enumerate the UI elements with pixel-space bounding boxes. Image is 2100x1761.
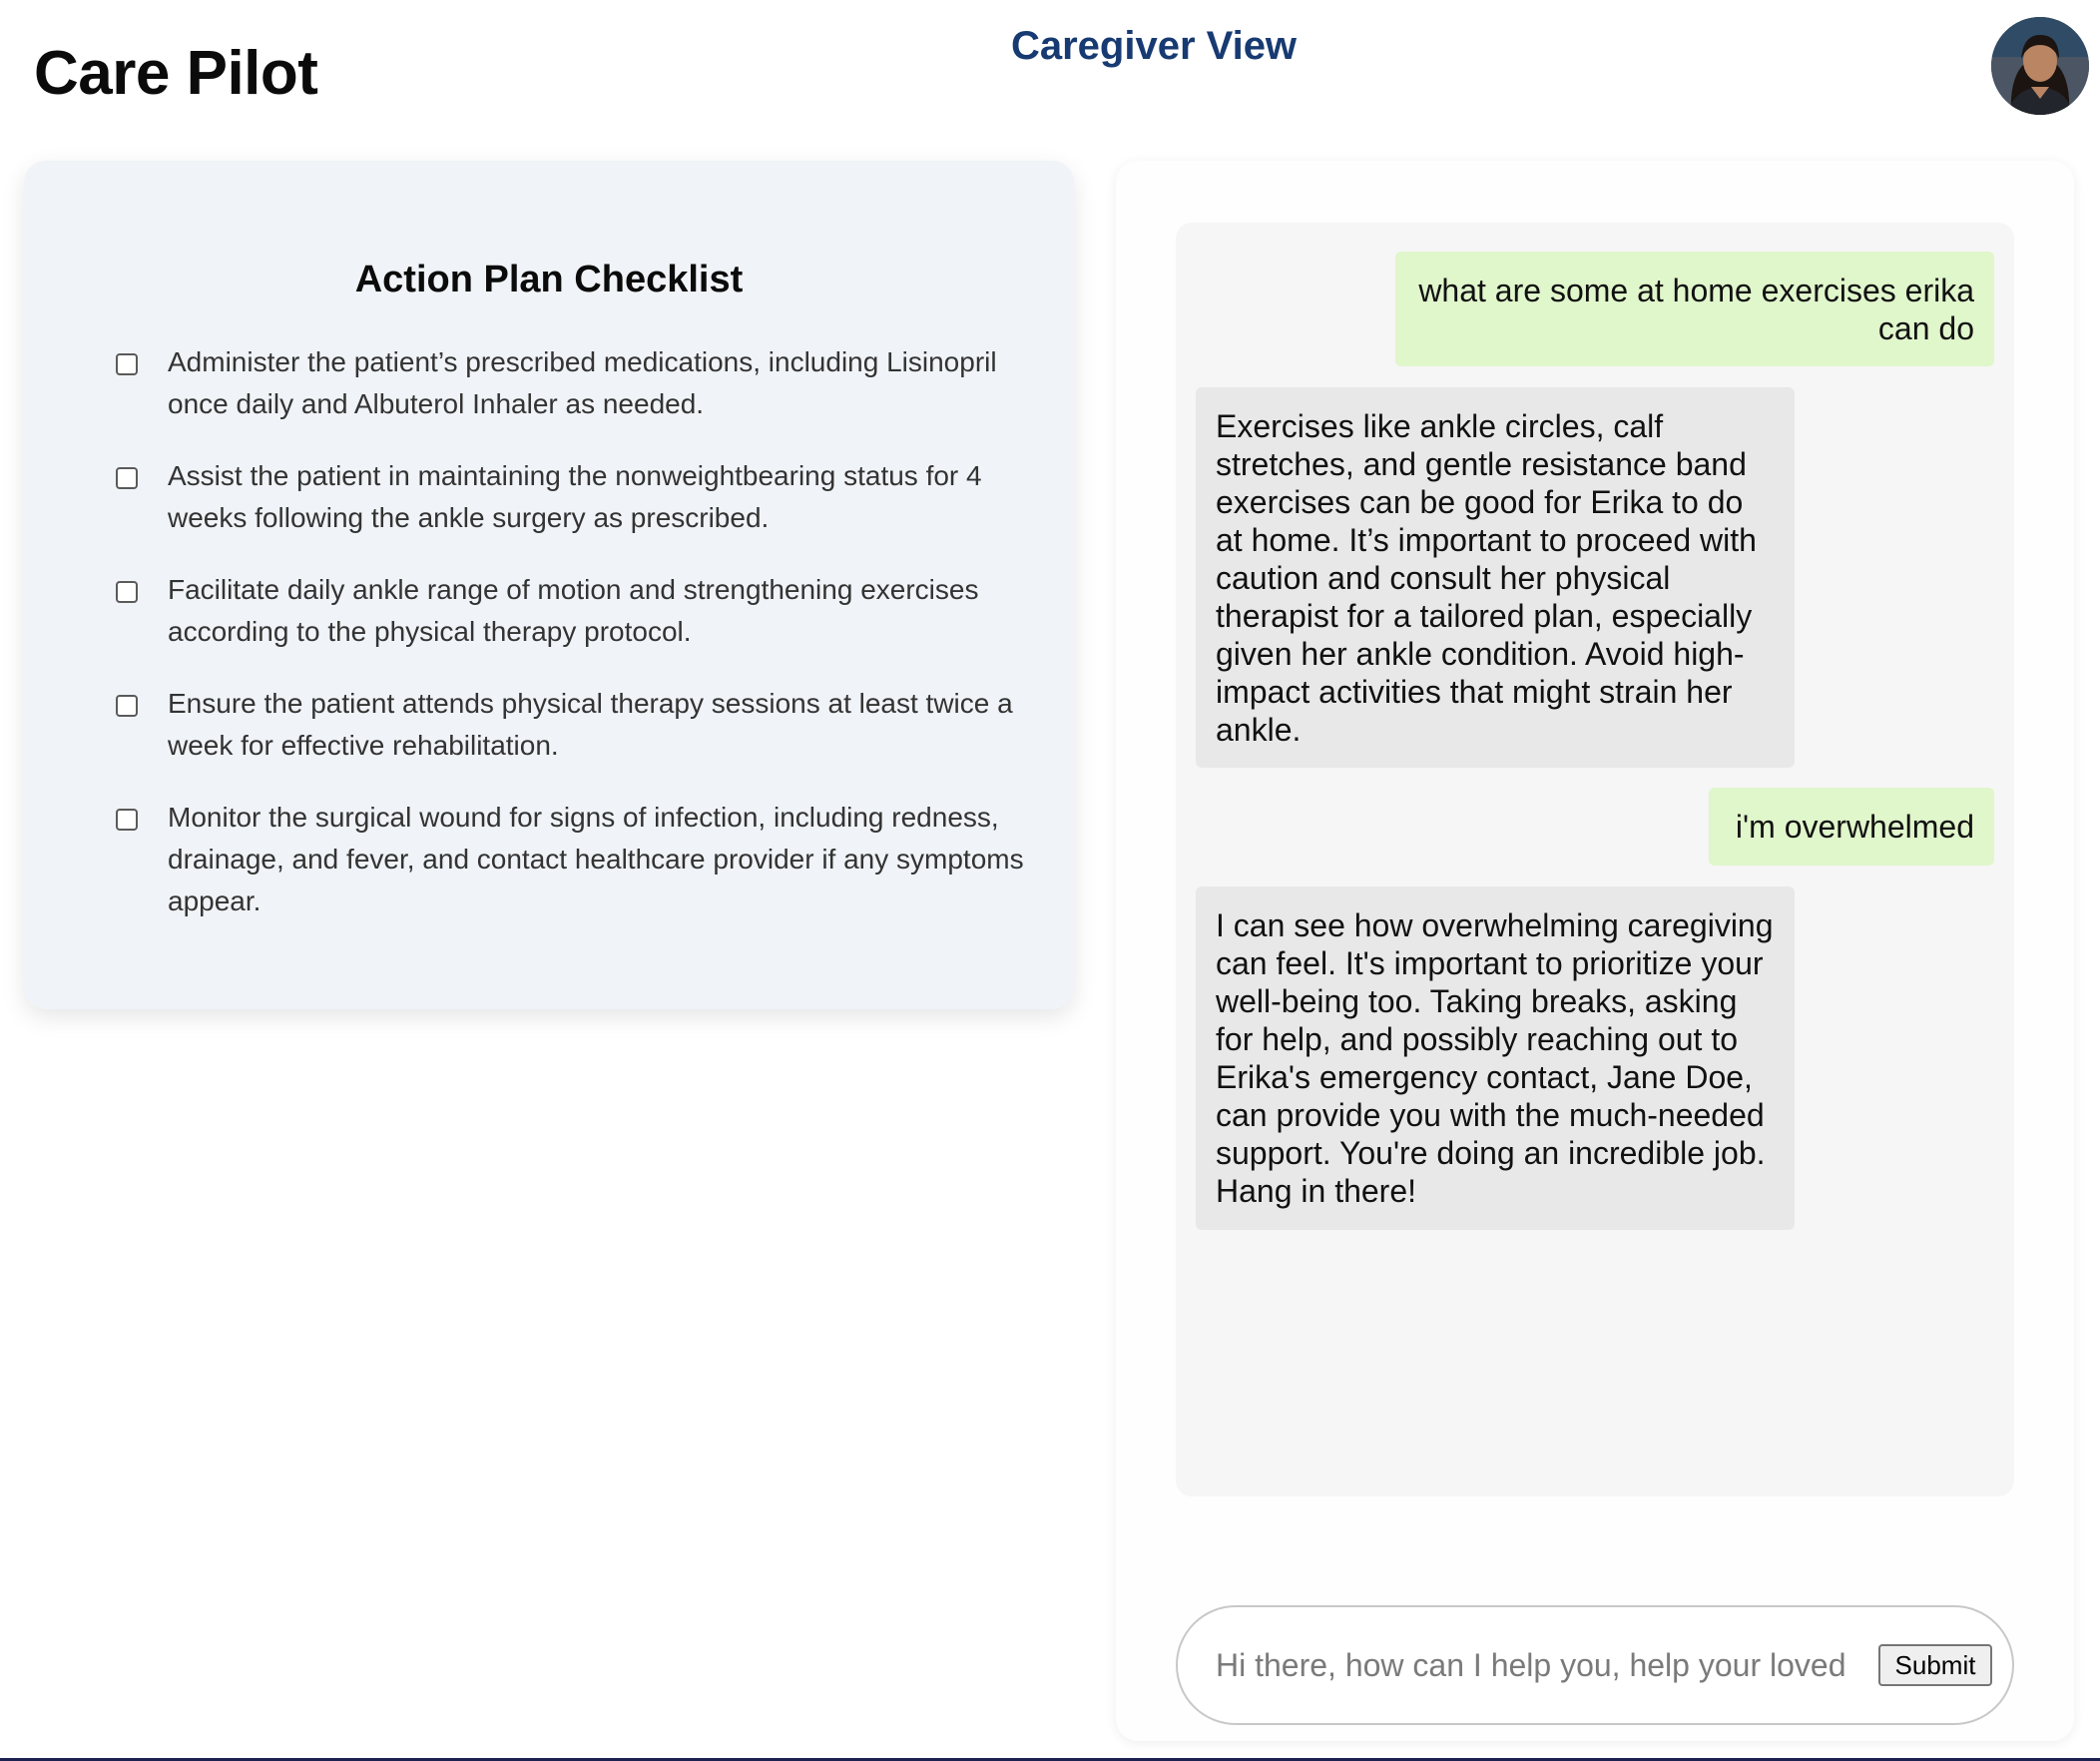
checklist-item-text: Ensure the patient attends physical therapy sessions at least twice a week for effective rehabilitation. [168, 688, 1013, 761]
checklist-item[interactable] [90, 569, 1048, 653]
checklist-item[interactable] [90, 683, 1048, 767]
action-plan-panel [24, 161, 1074, 1009]
checklist-item-text: Monitor the surgical wound for signs of infection, including redness, drainage, and fever, and contact healthcare provider if any symptoms appear. [168, 802, 1024, 916]
checklist-item[interactable] [90, 341, 1048, 425]
checkbox[interactable] [116, 353, 138, 375]
checkbox[interactable] [116, 581, 138, 603]
checklist-item-text: Facilitate daily ankle range of motion and strengthening exercises according to the physical therapy protocol. [168, 574, 979, 647]
checkbox[interactable] [116, 809, 138, 831]
assistant-message: I can see how overwhelming caregiving can feel. It's important to prioritize your well-being too. Taking breaks, asking for help, and possibly reaching out to Erika's emergency contact, Jane Doe, can provide you with the much-needed support. You're doing an incredible job. Hang in there! [1196, 886, 1795, 1230]
chat-log[interactable] [1176, 223, 2014, 1496]
checklist-item[interactable] [90, 797, 1048, 922]
view-title: Caregiver View [1010, 24, 1298, 68]
user-message: i'm overwhelmed [1709, 788, 1994, 866]
user-avatar-icon[interactable] [1991, 17, 2089, 115]
checkbox[interactable] [116, 467, 138, 489]
user-message: what are some at home exercises erika can do [1395, 252, 1994, 366]
checkbox[interactable] [116, 695, 138, 717]
checklist-title: Action Plan Checklist [354, 259, 744, 300]
app-title: Care Pilot [34, 39, 318, 108]
chat-input[interactable] [1216, 1631, 1854, 1699]
checklist-item[interactable] [90, 455, 1048, 539]
chat-panel [1116, 161, 2074, 1741]
chat-input-bar [1176, 1605, 2014, 1725]
submit-button[interactable]: Submit [1878, 1644, 1992, 1686]
assistant-message: Exercises like ankle circles, calf stretches, and gentle resistance band exercises can be good for Erika to do at home. It’s important to proceed with caution and consult her physical therapist for a tailored plan, especially given her ankle condition. Avoid high-impact activities that might strain her ankle. [1196, 387, 1795, 768]
checklist [90, 341, 1048, 952]
checklist-item-text: Administer the patient’s prescribed medications, including Lisinopril once daily and Albuterol Inhaler as needed. [168, 346, 997, 419]
checklist-item-text: Assist the patient in maintaining the nonweightbearing status for 4 weeks following the ankle surgery as prescribed. [168, 460, 982, 533]
